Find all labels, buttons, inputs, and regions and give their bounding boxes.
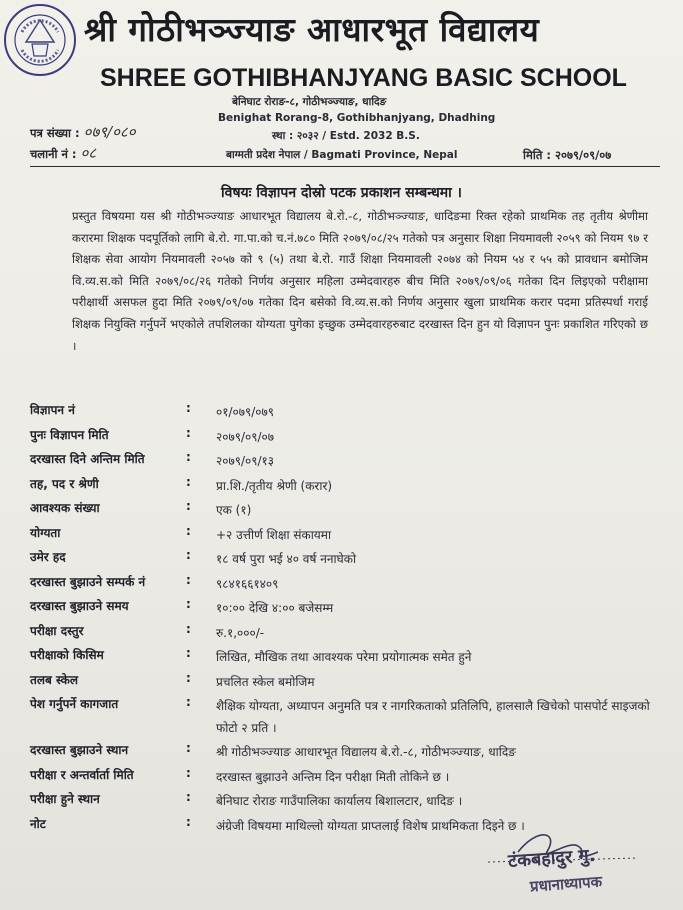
address-english: Benighat Rorang-8, Gothibhanjyang, Dhadhing (218, 112, 496, 124)
detail-row (30, 499, 670, 524)
detail-colon: : (186, 741, 191, 755)
detail-label: तह, पद र श्रेणी (30, 476, 99, 491)
detail-value: २०७९/०९/०७ (216, 429, 275, 444)
detail-colon: : (186, 548, 191, 562)
detail-label: विज्ञापन नं (30, 403, 75, 417)
detail-value: बेनिघाट रोराङ गाउँपालिका कार्यालय बिशालटार, धादिङ । (216, 794, 463, 808)
detail-value: लिखित, मौखिक तथा आवश्यक परेमा प्रयोगात्मक समेत हुने (216, 650, 472, 664)
detail-row (30, 524, 670, 549)
detail-colon: : (186, 814, 191, 829)
header-divider (30, 166, 660, 167)
signature-title: प्रधानाध्यापक (529, 872, 603, 896)
detail-row (30, 766, 670, 791)
detail-colon: : (186, 621, 191, 636)
detail-value: +२ उत्तीर्ण शिक्षा संकायमा (216, 527, 332, 542)
detail-value: रु.१,०००/- (216, 625, 265, 640)
detail-row (30, 741, 670, 766)
detail-label: दरखास्त बुझाउने स्थान (30, 743, 129, 757)
detail-value: ९८४१६६१४०९ (216, 576, 279, 591)
detail-value: ०१/०७९/०७९ (216, 405, 275, 419)
detail-label: तलब स्केल (30, 672, 79, 687)
detail-row (30, 646, 670, 671)
detail-colon: : (186, 597, 191, 611)
detail-label: पुनः विज्ञापन मिति (30, 427, 109, 442)
detail-value: एक (१) (216, 503, 252, 517)
detail-label: दरखास्त बुझाउने समय (30, 599, 129, 613)
details-table (30, 401, 670, 839)
reference-value: ०७९/०८० (83, 123, 136, 141)
detail-value: १०:०० देखि ४:०० बजेसम्म (216, 601, 334, 615)
date-label: मिति : (523, 148, 551, 162)
detail-colon: : (186, 523, 191, 538)
body-paragraph: प्रस्तुत विषयमा यस श्री गोठीभञ्ज्याङ आधारभूत विद्यालय बे.रो.-८, गोठीभञ्ज्याङ, धादिङमा रिक्त रहेको प्राथमिक तह तृतीय श्रेणीमा करारमा शिक्षक पदपूर्तिको लागि बे.रो. गा.पा.को च.नं.७८० मिति २०७९/०८/२५ गतेको पत्र अनुसार शिक्षा नियमावली २०५९ को नियम ९७ र शिक्षक सेवा आयोग नियमावली २०५७ को ९ (५) तथा बे.रो. गाउँ शिक्षा नियमावली २०७४ को नियम ५४ र ५५ को प्रावधान बमोजिम वि.व्य.स.को मिति २०७९/०८/२६ गतेको निर्णय अनुसार महिला उम्मेदवारहरु बीच मिति २०७९/०९/०६ गतेका दिन लिइएको परीक्षामा परीक्षार्थी असफल हुदा मिति २०७९/०९/०७ गतेका दिन बसेको वि.व्य.स.को निर्णय अनुसार खुला प्राथमिक करार पदमा प्रतिस्पर्धा गराई शिक्षक नियुक्ति गर्नुपर्ने भएकोले तपशिलका योग्यता पुगेका इच्छुक उम्मेदवारहरुबाट दरखास्त दिन हुन यो विज्ञापन पुनः प्रकाशित गरिएको छ । (72, 209, 648, 353)
detail-row (30, 475, 670, 500)
detail-row (30, 426, 670, 451)
date-value: २०७९/०९/०७ (555, 148, 612, 162)
detail-label: योग्यता (30, 525, 61, 540)
detail-value: २०७९/०९/१३ (216, 454, 275, 468)
school-seal-icon (2, 2, 78, 78)
detail-row (30, 790, 670, 815)
dispatch-label: चलानी नं : (30, 147, 77, 161)
dispatch-value: ०८ (80, 144, 97, 162)
established-year: स्था : २०३२ / Estd. 2032 B.S. (272, 130, 420, 142)
detail-colon: : (186, 790, 191, 804)
detail-colon: : (186, 695, 191, 709)
detail-value: श्री गोठीभञ्ज्याङ आधारभूत विद्यालय बे.रो.-८, गोठीभञ्ज्याङ, धादिङ (216, 745, 516, 759)
detail-row (30, 671, 670, 696)
detail-label: उमेर हद (30, 550, 66, 564)
letter-date (523, 148, 611, 163)
detail-value: प्रचलित स्केल बमोजिम (216, 674, 315, 689)
detail-row (30, 622, 670, 647)
detail-colon: : (186, 572, 191, 587)
detail-colon: : (186, 765, 191, 780)
detail-row (30, 401, 670, 426)
detail-colon: : (186, 499, 191, 513)
address-nepali: बेनिघाट रोराङ-८, गोठीभञ्ज्याङ, धादिङ (232, 96, 387, 108)
detail-colon: : (186, 450, 191, 464)
detail-value: शैक्षिक योग्यता, अध्यापन अनुमति पत्र र नागरिकताको प्रतिलिपि, हालसालै खिचेको पासपोर्ट साइजको फोटो २ प्रति । (216, 699, 650, 735)
detail-label: परीक्षा हुने स्थान (30, 792, 100, 806)
detail-row (30, 695, 670, 741)
detail-colon: : (186, 401, 191, 415)
detail-row (30, 597, 670, 622)
detail-colon: : (186, 646, 191, 660)
dispatch-number (30, 143, 96, 163)
detail-label: आवश्यक संख्या (30, 501, 100, 515)
reference-label: पत्र संख्या : (30, 126, 80, 140)
detail-row (30, 573, 670, 598)
school-name-english: SHREE GOTHIBHANJYANG BASIC SCHOOL (100, 64, 627, 92)
detail-row (30, 450, 670, 475)
detail-label: दरखास्त बुझाउने सम्पर्क नं (30, 574, 146, 589)
detail-value: दरखास्त बुझाउने अन्तिम दिन परीक्षा मिती तोकिने छ । (216, 769, 450, 784)
detail-label: पेश गर्नुपर्ने कागजात (30, 697, 119, 711)
school-name-nepali: श्री गोठीभञ्ज्याङ आधारभूत विद्यालय (84, 10, 540, 49)
detail-label: परीक्षा दस्तुर (30, 623, 84, 638)
province-line: बाग्मती प्रदेश नेपाल / Bagmati Province, Nepal (226, 149, 458, 161)
detail-value: १८ वर्ष पुरा भई ४० वर्ष ननाघेको (216, 552, 357, 566)
detail-label: दरखास्त दिने अन्तिम मिति (30, 452, 145, 466)
reference-number (30, 122, 136, 142)
detail-label: नोट (30, 816, 46, 831)
detail-value: प्रा.शि./तृतीय श्रेणी (करार) (216, 478, 333, 493)
letter-subject: विषयः विज्ञापन दोस्रो पटक प्रकाशन सम्बन्धमा । (221, 185, 462, 201)
detail-label: परीक्षाको किसिम (30, 648, 104, 662)
detail-label: परीक्षा र अन्तर्वार्ता मिति (30, 767, 134, 782)
signature-name: टंकबहादुर गु. (507, 844, 597, 873)
detail-colon: : (186, 474, 191, 489)
detail-row (30, 548, 670, 573)
detail-value: अंग्रेजी विषयमा माथिल्लो योग्यता प्राप्तलाई विशेष प्राथमिकता दिइने छ । (216, 818, 525, 833)
detail-colon: : (186, 425, 191, 440)
detail-colon: : (186, 670, 191, 685)
